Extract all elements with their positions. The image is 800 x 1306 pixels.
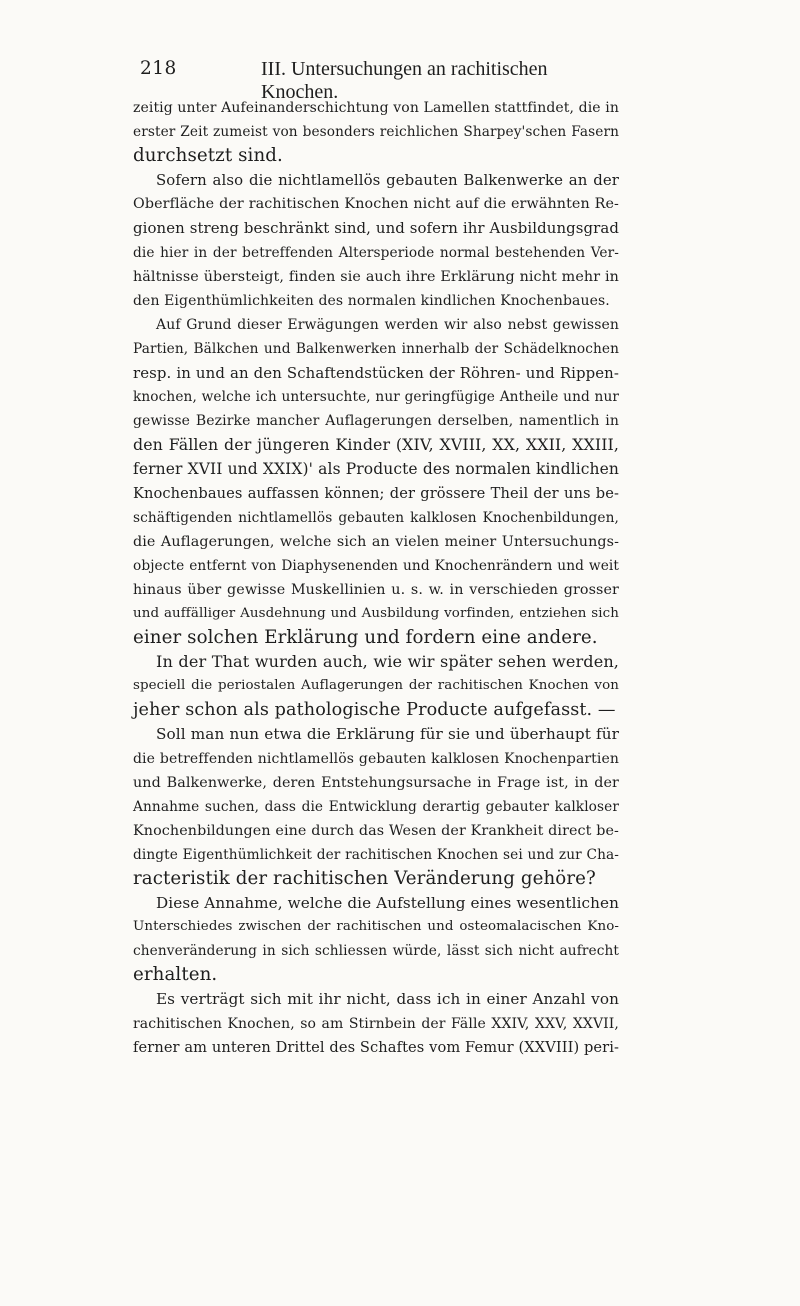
text-line: gewisse Bezirke mancher Auflagerungen derselben, namentlich in xyxy=(133,413,619,430)
text-line: objecte entfernt von Diaphysenenden und Knochenrändern und weit xyxy=(133,557,619,574)
text-line: Es verträgt sich mit ihr nicht, dass ich in einer Anzahl von xyxy=(156,990,619,1009)
body-text xyxy=(133,96,619,1060)
page-number: 218 xyxy=(140,58,177,79)
text-line: die hier in der betreffenden Altersperiode normal bestehenden Ver- xyxy=(133,244,619,261)
text-line: hältnisse übersteigt, finden sie auch ihre Erklärung nicht mehr in xyxy=(133,268,619,285)
text-line: chenveränderung in sich schliessen würde, lässt sich nicht aufrecht xyxy=(133,943,619,960)
text-line: Oberfläche der rachitischen Knochen nicht auf die erwähnten Re- xyxy=(133,196,619,213)
text-line: zeitig unter Aufeinanderschichtung von Lamellen stattfindet, die in xyxy=(133,100,619,116)
text-line: Auf Grund dieser Erwägungen werden wir also nebst gewissen xyxy=(156,316,619,333)
text-line: Partien, Bälkchen und Balkenwerken innerhalb der Schädelknochen xyxy=(133,340,619,357)
text-line: erster Zeit zumeist von besonders reichlichen Sharpey'schen Fasern xyxy=(133,124,619,141)
text-line: knochen, welche ich untersuchte, nur geringfügige Antheile und nur xyxy=(133,389,619,406)
text-line: den Fällen der jüngeren Kinder (XIV, XVIII, XX, XXII, XXIII, xyxy=(133,435,619,455)
text-line: Diese Annahme, welche die Aufstellung eines wesentlichen xyxy=(156,894,619,913)
text-line: die betreffenden nichtlamellös gebauten kalklosen Knochenpartien xyxy=(133,750,619,767)
text-line: und Balkenwerke, deren Entstehungsursache in Frage ist, in der xyxy=(133,774,619,791)
text-line: hinaus über gewisse Muskellinien u. s. w. in verschieden grosser xyxy=(133,581,619,598)
text-line: Knochenbildungen eine durch das Wesen der Krankheit direct be- xyxy=(133,822,619,839)
page-header xyxy=(140,54,610,103)
text-line: den Eigenthümlichkeiten des normalen kindlichen Knochenbaues. xyxy=(133,292,610,309)
text-line: ferner XVII und XXIX)' als Producte des normalen kindlichen xyxy=(133,460,619,479)
text-line: racteristik der rachitischen Veränderung gehöre? xyxy=(133,868,596,889)
text-line: einer solchen Erklärung und fordern eine andere. xyxy=(133,627,598,649)
text-line: dingte Eigenthümlichkeit der rachitischen Knochen sei und zur Cha- xyxy=(133,846,619,863)
text-line: schäftigenden nichtlamellös gebauten kalklosen Knochenbildungen, xyxy=(133,509,619,526)
text-line: die Auflagerungen, welche sich an vielen meiner Untersuchungs- xyxy=(133,533,619,550)
text-line: erhalten. xyxy=(133,964,218,986)
text-line: Sofern also die nichtlamellös gebauten Balkenwerke an der xyxy=(156,171,619,190)
text-line: Unterschiedes zwischen der rachitischen und osteomalacischen Kno- xyxy=(133,919,619,935)
text-line: Annahme suchen, dass die Entwicklung derartig gebauter kalkloser xyxy=(133,798,619,815)
running-title: III. Untersuchungen an rachitischen Knochen. xyxy=(261,58,548,103)
text-line: Knochenbaues auffassen können; der grössere Theil der uns be- xyxy=(133,484,619,502)
text-line: In der That wurden auch, wie wir später sehen werden, xyxy=(156,652,619,672)
text-line: ferner am unteren Drittel des Schaftes vom Femur (XXVIII) peri- xyxy=(133,1038,620,1056)
text-line: jeher schon als pathologische Producte aufgefasst. — xyxy=(133,700,616,721)
text-line: gionen streng beschränkt sind, und sofern ihr Ausbildungsgrad xyxy=(133,219,619,238)
text-line: speciell die periostalen Auflagerungen der rachitischen Knochen von xyxy=(133,678,619,694)
text-line: und auffälliger Ausdehnung und Ausbildung vorfinden, entziehen sich xyxy=(133,605,619,621)
text-line: Soll man nun etwa die Erklärung für sie und überhaupt für xyxy=(156,725,619,744)
text-line: durchsetzt sind. xyxy=(133,145,283,167)
text-line: rachitischen Knochen, so am Stirnbein der Fälle XXIV, XXV, XXVII, xyxy=(133,1015,619,1032)
text-line: resp. in und an den Schaftendstücken der Röhren- und Rippen- xyxy=(133,364,619,383)
